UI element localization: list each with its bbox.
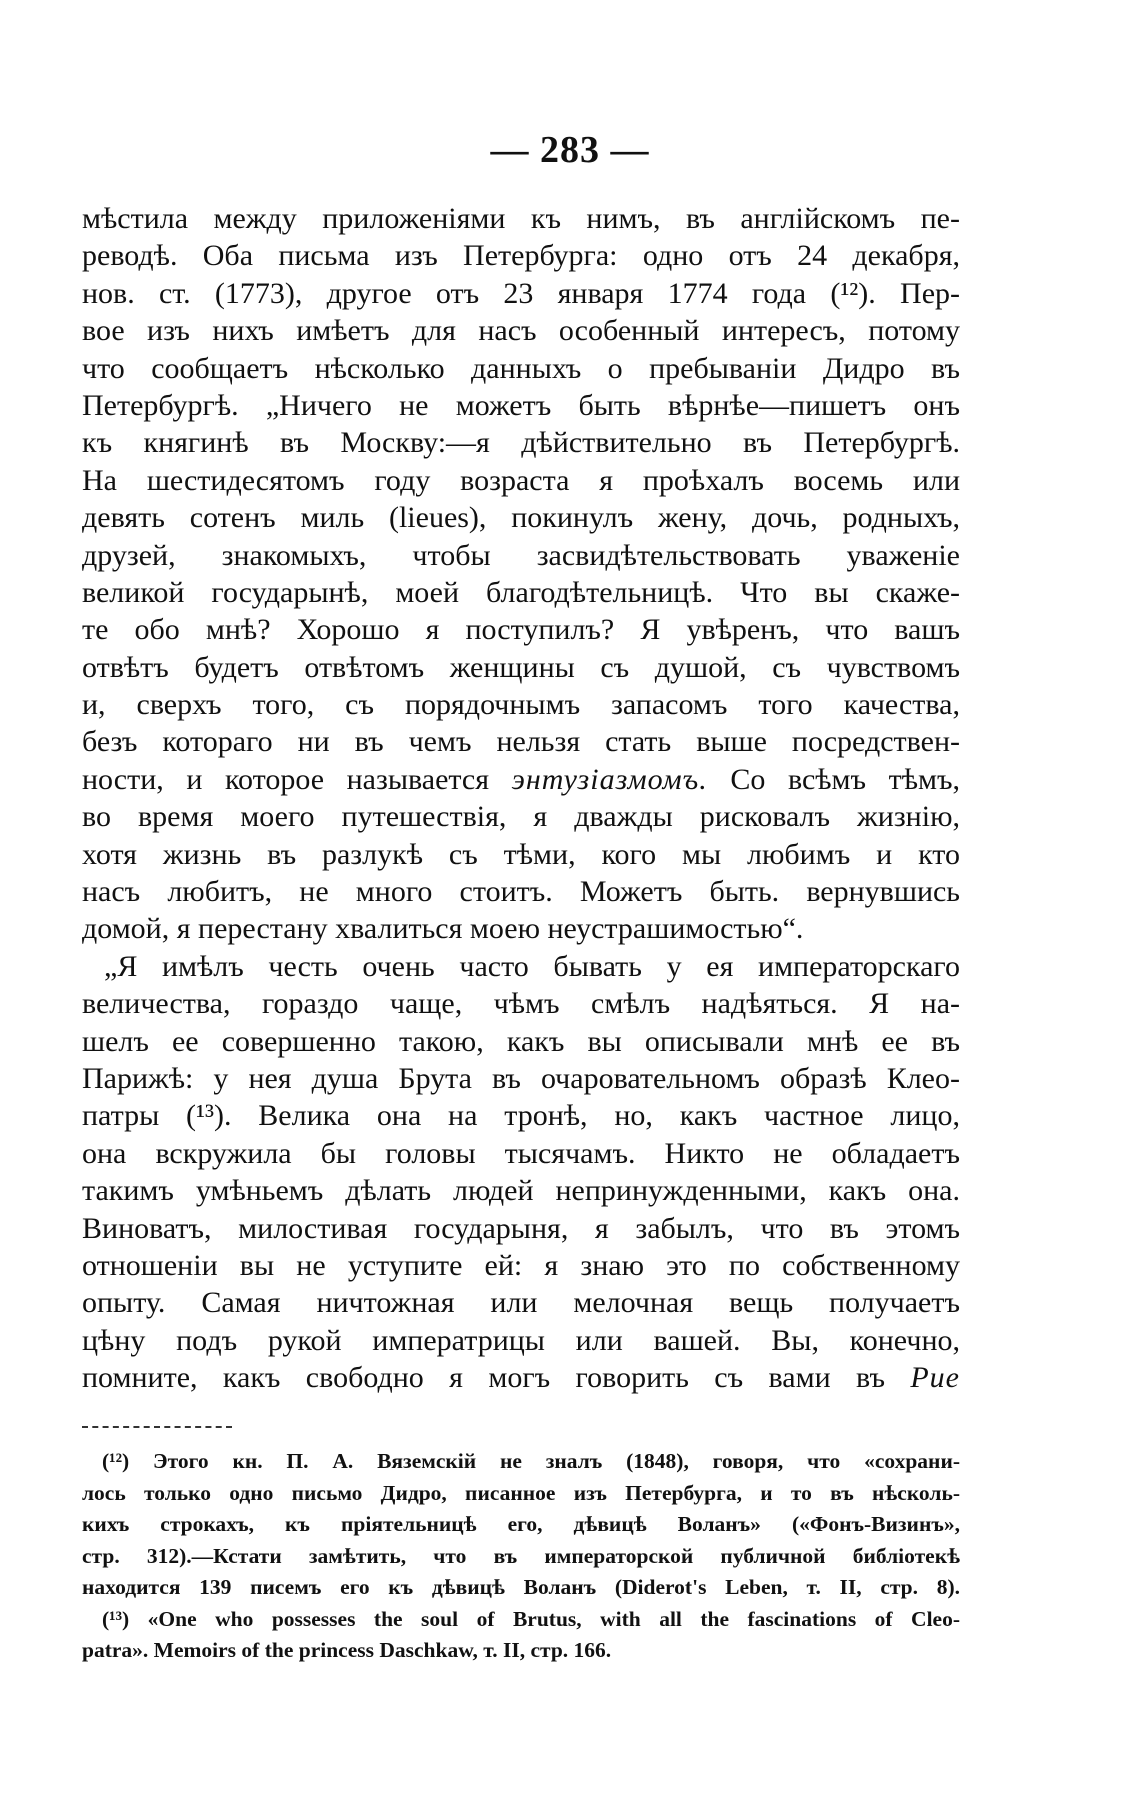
text-line: и, сверхъ того, съ порядочнымъ запасомъ того качества, xyxy=(82,688,960,722)
footnote-line: patra». Memoirs of the princess Daschkaw, т. II, стр. 166. xyxy=(82,1638,612,1662)
text-line: вое изъ нихъ имѣетъ для насъ особенный интересъ, потому xyxy=(82,314,960,348)
text-line: домой, я перестану хвалиться моею неустрашимостью“. xyxy=(82,912,804,946)
text-line: Парижѣ: у нея душа Брута въ очаровательномъ образѣ Клео- xyxy=(82,1061,960,1095)
text-line: „Я имѣлъ честь очень часто бывать у ея императорскаго xyxy=(104,949,960,983)
text-line: къ княгинѣ въ Москву:—я дѣйствительно въ Петербургѣ. xyxy=(82,426,960,460)
text-line: насъ любитъ, не много стоитъ. Можетъ быть. вернувшись xyxy=(82,875,960,909)
text-line: великой государынѣ, моей благодѣтельницѣ. Что вы скаже- xyxy=(82,575,960,609)
footnote-line: лось только одно письмо Дидро, писанное изъ Петербурга, и то въ нѣсколь- xyxy=(82,1480,960,1505)
text-line: те обо мнѣ? Хорошо я поступилъ? Я увѣренъ, что вашъ xyxy=(82,613,960,647)
text-line: Виноватъ, милостивая государыня, я забылъ, что въ этомъ xyxy=(82,1211,960,1245)
text-line: что сообщаетъ нѣсколько данныхъ о пребываніи Дидро въ xyxy=(82,351,960,385)
footnote-separator xyxy=(82,1426,232,1428)
footnote-line: находится 139 писемъ его къ дѣвицѣ Воланъ (Diderot's Leben, т. II, стр. 8). xyxy=(82,1575,960,1599)
text-line xyxy=(82,1359,960,1396)
text-segment: помните, какъ свободно я могъ говорить съ вами въ xyxy=(82,1361,885,1395)
text-line: опыту. Самая ничтожная или мелочная вещь получаетъ xyxy=(82,1286,960,1320)
footnote-line: (¹³) «One who possesses the soul of Brutus, with all the fascinations of Cleo- xyxy=(102,1606,960,1631)
text-line: мѣстила между приложеніями къ нимъ, въ англійскомъ пе- xyxy=(82,202,960,235)
main-text xyxy=(82,200,960,1397)
italic-term: энтузіазмомъ. xyxy=(511,762,708,796)
text-line: отвѣтъ будетъ отвѣтомъ женщины съ душой, съ чувствомъ xyxy=(82,650,960,684)
text-line: друзей, знакомыхъ, чтобы засвидѣтельствовать уваженіе xyxy=(82,538,960,572)
text-line: шелъ ее совершенно такою, какъ вы описывали мнѣ ее въ xyxy=(82,1024,960,1058)
text-line: безъ котораго ни въ чемъ нельзя стать выше посредствен- xyxy=(82,725,960,759)
text-line: реводѣ. Оба письма изъ Петербурга: одно отъ 24 декабря, xyxy=(82,239,960,273)
text-line: величества, гораздо чаще, чѣмъ смѣлъ надѣяться. Я на- xyxy=(82,987,960,1021)
text-line xyxy=(82,761,960,798)
text-line: нов. ст. (1773), другое отъ 23 января 1774 года (¹²). Пер- xyxy=(82,276,960,310)
text-line: она вскружила бы головы тысячамъ. Никто не обладаетъ xyxy=(82,1136,960,1170)
page-number: — 283 — xyxy=(490,129,650,171)
text-line: отношеніи вы не уступите ей: я знаю это по собственному xyxy=(82,1248,960,1282)
footnotes xyxy=(82,1446,960,1667)
text-line: цѣну подъ рукой императрицы или вашей. Вы, конечно, xyxy=(82,1323,960,1357)
text-line: такимъ умѣньемъ дѣлать людей непринужденными, какъ она. xyxy=(82,1174,960,1208)
footnote-line: стр. 312).—Кстати замѣтить, что въ императорской публичной библіотекѣ xyxy=(82,1543,960,1568)
text-line: девять сотенъ миль (lieues), покинулъ жену, дочь, родныхъ, xyxy=(82,501,960,535)
text-line: во время моего путешествія, я дважды рисковалъ жизнію, xyxy=(82,800,960,834)
footnote-line: (¹²) Этого кн. П. А. Вяземскій не зналъ (1848), говоря, что «сохрани- xyxy=(102,1449,960,1473)
text-segment: Со всѣмъ тѣмъ, xyxy=(730,762,961,796)
footnote-line: кихъ строкахъ, къ пріятельницѣ его, дѣвицѣ Воланъ» («Фонъ-Визинъ», xyxy=(82,1512,960,1536)
text-line: патры (¹³). Велика она на тронѣ, но, какъ частное лицо, xyxy=(82,1099,960,1133)
text-line: хотя жизнь въ разлукѣ съ тѣми, кого мы любимъ и кто xyxy=(82,837,960,871)
text-segment: ности, и которое называется xyxy=(82,762,489,796)
italic-term: Рие xyxy=(910,1361,960,1395)
text-line: На шестидесятомъ году возраста я проѣхалъ восемь или xyxy=(82,463,960,497)
text-line: Петербургѣ. „Ничего не можетъ быть вѣрнѣе—пишетъ онъ xyxy=(82,388,960,422)
